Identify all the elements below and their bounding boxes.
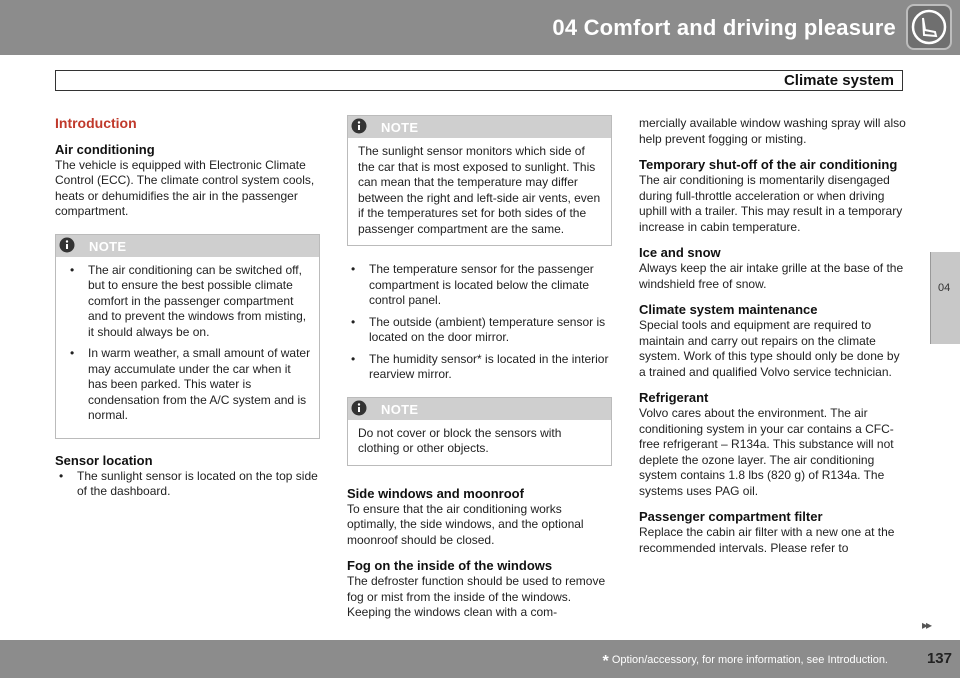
- note-box: [347, 397, 612, 466]
- note-body: [348, 420, 611, 465]
- side-tab-label: 04: [938, 282, 951, 294]
- page-footer: [0, 640, 960, 678]
- ice-text: Always keep the air intake grille at the base of the windshield free of snow.: [639, 261, 904, 291]
- note-header: [348, 398, 611, 420]
- chapter-title: 04 Comfort and driving pleasure: [552, 15, 896, 40]
- list-item: • The humidity sensor* is located in the interior rearview mirror.: [347, 352, 612, 383]
- list-item: • The sunlight sensor is located on the top side of the dashboard.: [55, 469, 320, 500]
- note-text: Do not cover or block the sensors with clothing or other objects.: [358, 425, 562, 455]
- note-label: NOTE: [381, 401, 419, 417]
- note-label: NOTE: [381, 120, 419, 135]
- chapter-side-tab[interactable]: [930, 252, 960, 344]
- refrigerant-heading: Refrigerant: [639, 390, 709, 405]
- next-page-arrows[interactable]: ▸▸: [921, 618, 930, 632]
- intro-heading: Introduction: [55, 115, 137, 131]
- note-text: The sunlight sensor monitors which side of the car that is most exposed to sunlight. This can mean that the temperature may differ between the right and left-side air vents, even if the temperatures set for both sides of the passenger compartment are the same.: [358, 144, 601, 236]
- chapter-header: [0, 0, 960, 55]
- footnote-star: *: [602, 653, 609, 670]
- footnote-text: Option/accessory, for more information, see Introduction.: [611, 654, 888, 666]
- page-number: 137: [926, 650, 952, 667]
- footnote: [603, 653, 888, 671]
- section-header: [55, 70, 903, 91]
- fog-text: The defroster function should be used to remove fog or mist from the inside of the windows. Keeping the windows clean with a com-: [347, 574, 606, 619]
- info-icon: [59, 237, 75, 253]
- note-body: [348, 138, 611, 245]
- ice-heading: Ice and snow: [639, 245, 721, 260]
- maintenance-heading: Climate system maintenance: [639, 302, 818, 317]
- list-item: • The outside (ambient) temperature sensor is located on the door mirror.: [347, 315, 612, 346]
- list-item: • The air conditioning can be switched off, but to ensure the best possible climate comfort in the passenger compartment and to prevent the windows from misting, it should always be on.: [66, 263, 311, 341]
- sensor-heading: Sensor location: [55, 452, 153, 468]
- maintenance-text: Special tools and equipment are required to maintain and carry out repairs on the climate system. Work of this type should only be done by a trained and qualified Volvo service technician.: [639, 318, 900, 379]
- info-icon: [351, 400, 367, 416]
- note-header: [56, 235, 319, 257]
- ac-text: The vehicle is equipped with Electronic Climate Control (ECC). The climate control system cools, heats or dehumidifies the air in the passenger compartment.: [55, 157, 315, 218]
- side-windows-text: To ensure that the air conditioning works optimally, the side windows, and the optional moonroof should be closed.: [347, 501, 584, 547]
- note-label: NOTE: [89, 238, 127, 254]
- note-box: [55, 234, 320, 439]
- shutoff-heading: Temporary shut-off of the air conditioning: [639, 157, 898, 172]
- fog-heading: Fog on the inside of the windows: [347, 558, 553, 573]
- list-item: • The temperature sensor for the passenger compartment is located below the climate control panel.: [347, 262, 612, 309]
- note-body: [56, 257, 319, 438]
- seat-icon: [906, 4, 952, 50]
- filter-text: Replace the cabin air filter with a new one at the recommended intervals. Please refer to: [639, 525, 895, 555]
- continued-text: mercially available window washing spray will also help prevent fogging or misting.: [639, 116, 906, 146]
- info-icon: [351, 118, 367, 134]
- shutoff-text: The air conditioning is momentarily disengaged during full-throttle acceleration or when driving uphill with a trailer. This may result in a temporary increase in cabin temperature.: [639, 173, 903, 234]
- column-1: [55, 110, 320, 506]
- list-item: • In warm weather, a small amount of water may accumulate under the car when it has been parked. This water is condensation from the A/C system and is normal.: [66, 346, 311, 424]
- column-2: [347, 110, 612, 631]
- note-header: [348, 116, 611, 138]
- section-title: Climate system: [783, 72, 894, 89]
- note-box: [347, 115, 612, 246]
- ac-heading: Air conditioning: [55, 141, 155, 157]
- filter-heading: Passenger compartment filter: [639, 509, 823, 524]
- refrigerant-text: Volvo cares about the environment. The air conditioning system in your car contains a CFC-free refrigerant – R134a. This substance will not deplete the ozone layer. The air conditioning system contains 1.8 lbs (820 g) of R134a. The systems uses PAG oil.: [639, 406, 894, 498]
- column-3: [639, 110, 907, 566]
- side-windows-heading: Side windows and moonroof: [347, 485, 524, 501]
